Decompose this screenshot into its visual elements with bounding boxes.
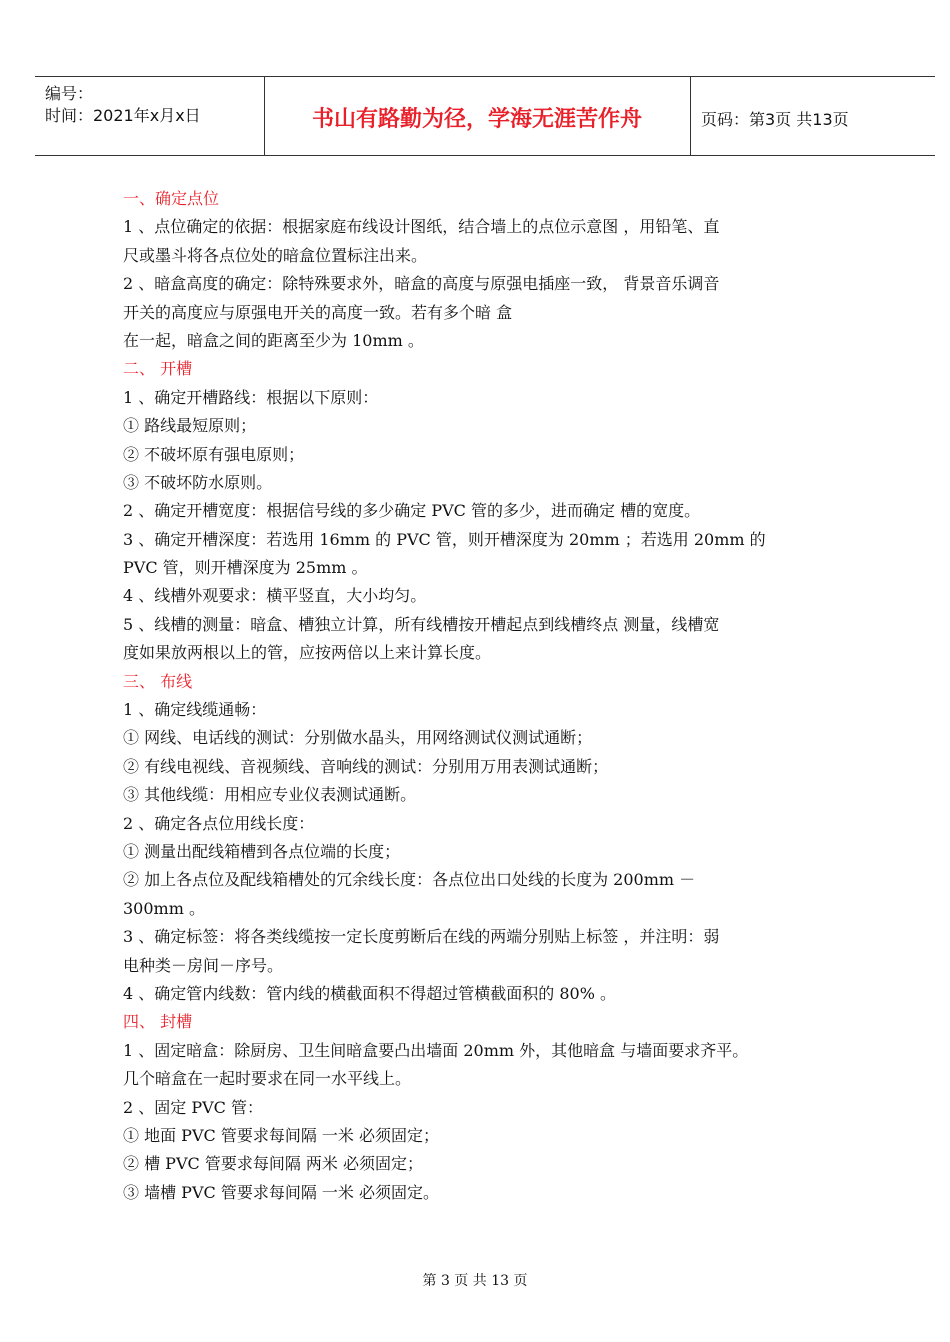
section-heading: 一、确定点位 — [123, 189, 220, 208]
document-body — [123, 185, 868, 1207]
body-text-line: 1 、固定暗盒：除厨房、卫生间暗盒要凸出墙面 20mm 外，其他暗盒 与墙面要求齐平。 — [123, 1040, 749, 1060]
body-text-line: 4 、线槽外观要求：横平竖直，大小均匀。 — [123, 586, 427, 606]
body-text-line: ① 测量出配线箱槽到各点位端的长度； — [123, 841, 401, 861]
section-heading: 二、 开槽 — [123, 359, 193, 379]
body-text-line: PVC 管，则开槽深度为 25mm 。 — [123, 558, 368, 578]
body-text-line: ③ 墙槽 PVC 管要求每间隔 一米 必须固定。 — [123, 1182, 439, 1202]
body-text-line: 2 、确定各点位用线长度： — [123, 813, 315, 833]
header-page-cell — [691, 77, 935, 155]
body-text-line: 2 、暗盒高度的确定：除特殊要求外，暗盒的高度与原强电插座一致， 背景音乐调音 — [123, 274, 720, 294]
body-text-line: 2 、确定开槽宽度：根据信号线的多少确定 PVC 管的多少，进而确定 槽的宽度。 — [123, 501, 701, 521]
document-number-label: 编号： — [45, 84, 94, 103]
body-text-line: ② 有线电视线、音视频线、音响线的测试：分别用万用表测试通断； — [123, 756, 609, 776]
body-text-line: ② 不破坏原有强电原则； — [123, 444, 305, 464]
section-heading: 四、 封槽 — [123, 1012, 193, 1032]
document-header — [35, 76, 935, 156]
header-motto: 书山有路勤为径，学海无涯苦作舟 — [311, 107, 642, 132]
body-text-line: 5 、线槽的测量：暗盒、槽独立计算，所有线槽按开槽起点到线槽终点 测量，线槽宽 — [123, 614, 720, 634]
header-page-info: 页码：第3页 共13页 — [701, 110, 849, 129]
body-text-line: 开关的高度应与原强电开关的高度一致。若有多个暗 盒 — [123, 302, 513, 322]
body-text-line: ② 加上各点位及配线箱槽处的冗余线长度：各点位出口处线的长度为 200mm － — [123, 870, 696, 890]
body-text-line: 电种类－房间－序号。 — [123, 955, 284, 975]
body-text-line: 300mm 。 — [123, 898, 205, 918]
document-time-label: 时间：2021年x月x日 — [45, 106, 201, 125]
body-text-line: 2 、固定 PVC 管： — [123, 1097, 264, 1117]
body-text-line: 在一起，暗盒之间的距离至少为 10mm 。 — [123, 330, 424, 350]
body-text-line: 1 、点位确定的依据：根据家庭布线设计图纸，结合墙上的点位示意图 ，用铅笔、直 — [123, 217, 720, 237]
header-motto-cell — [264, 77, 691, 155]
section-heading: 三、 布线 — [123, 671, 193, 691]
body-text-line: ① 网线、电话线的测试：分别做水晶头，用网络测试仪测试通断； — [123, 728, 593, 748]
body-text-line: 1 、确定开槽路线：根据以下原则： — [123, 387, 379, 407]
body-text-line: 尺或墨斗将各点位处的暗盒位置标注出来。 — [123, 245, 428, 265]
page-footer: 第 3 页 共 13 页 — [422, 1273, 528, 1289]
body-text-line: ① 路线最短原则； — [123, 416, 257, 436]
body-text-line: ② 槽 PVC 管要求每间隔 两米 必须固定； — [123, 1154, 423, 1174]
body-text-line: 1 、确定线缆通畅： — [123, 700, 267, 720]
body-text-line: 3 、确定标签：将各类线缆按一定长度剪断后在线的两端分别贴上标签 ，并注明：弱 — [123, 927, 720, 947]
body-text-line: 度如果放两根以上的管，应按两倍以上来计算长度。 — [123, 643, 492, 663]
body-text-line: 几个暗盒在一起时要求在同一水平线上。 — [123, 1069, 412, 1089]
body-text-line: 3 、确定开槽深度：若选用 16mm 的 PVC 管，则开槽深度为 20mm ；若选用 20mm 的 — [123, 529, 766, 549]
body-text-line: 4 、确定管内线数：管内线的横截面积不得超过管横截面积的 80% 。 — [123, 983, 617, 1003]
header-meta-cell — [35, 77, 265, 155]
body-text-line: ① 地面 PVC 管要求每间隔 一米 必须固定； — [123, 1125, 439, 1145]
body-text-line: ③ 不破坏防水原则。 — [123, 472, 273, 492]
body-text-line: ③ 其他线缆：用相应专业仪表测试通断。 — [123, 785, 417, 805]
